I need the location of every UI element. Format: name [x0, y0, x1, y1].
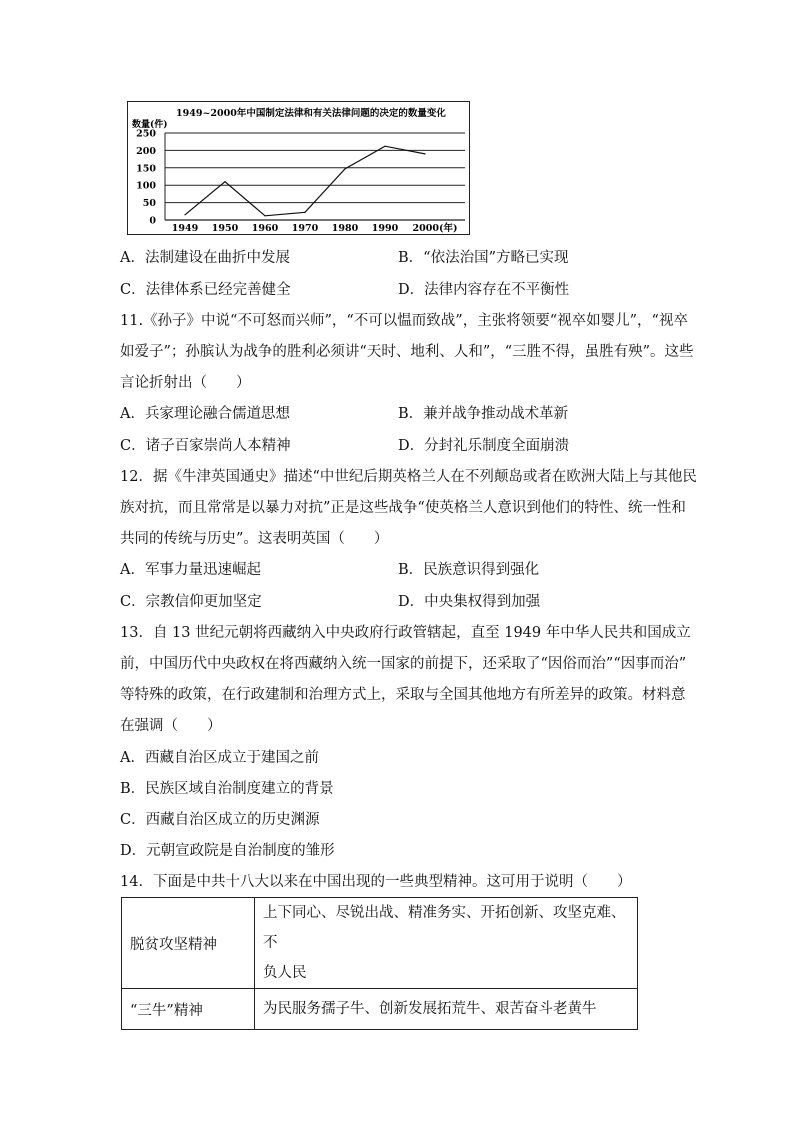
chart-x-tick-label: 1950: [211, 223, 239, 233]
chart-x-tick-label: 1970: [291, 223, 319, 233]
chart-data-point: [304, 212, 305, 213]
chart-y-tick-label: 200: [136, 145, 156, 157]
chart-data-point: [224, 181, 225, 182]
table-cell-spirit-content: [255, 898, 638, 989]
chart-y-tick-label: 150: [136, 163, 156, 175]
table-row: [122, 989, 638, 1030]
chart-y-ticks: [136, 129, 156, 227]
q11-stem-line-1: 11.《孙子》中说“不可怒而兴师”，“不可以愠而致战”，主张将领要“视卒如婴儿”，“视卒: [120, 313, 688, 329]
q12-option-c[interactable]: C．宗教信仰更加坚定: [120, 594, 262, 610]
q14-stem: 14．下面是中共十八大以来在中国出现的一些典型精神。这可用于说明（ ）: [120, 874, 632, 890]
q11-option-a[interactable]: A．兵家理论融合儒道思想: [120, 406, 290, 422]
chart-x-tick-label: 1949: [171, 223, 199, 233]
chart-gridlines: [165, 133, 465, 220]
content-line: 负人民: [263, 965, 307, 981]
chart-x-tick-label: 2000(年): [412, 223, 458, 233]
chart-data-point: [264, 215, 265, 216]
q12-stem-line-2: 族对抗，而且常常是以暴力对抗”正是这些战争“使英格兰人意识到他们的特性、统一性和: [120, 500, 686, 516]
q13-stem-line-1: 13．自 13 世纪元朝将西藏纳入中央政府行政管辖起，直至 1949 年中华人民共和国成立: [120, 625, 691, 641]
chart-canvas: [128, 102, 468, 233]
chart-data-point: [184, 214, 185, 215]
chart-data-point: [344, 168, 345, 169]
table-cell-spirit-name: 脱贫攻坚精神: [122, 898, 255, 989]
q10-option-a[interactable]: A．法制建设在曲折中发展: [120, 250, 290, 266]
q12-option-a[interactable]: A．军事力量迅速崛起: [120, 562, 261, 578]
q10-option-b[interactable]: B．“依法治国”方略已实现: [398, 250, 569, 266]
q13-stem-line-3: 等特殊的政策，在行政建制和治理方式上，采取与全国其他地方有所差异的政策。材料意: [120, 687, 686, 703]
q13-stem-line-4: 在强调（ ）: [120, 718, 222, 734]
chart-series: [184, 146, 425, 217]
chart-data-point: [424, 153, 425, 154]
chart-title: 1949~2000年中国制定法律和有关法律问题的决定的数量变化: [176, 108, 446, 119]
q11-stem-line-2: 如爱子”；孙膑认为战争的胜利必须讲“天时、地利、人和”，“三胜不得，虽胜有殃”。这些: [120, 344, 694, 360]
chart-x-tick-label: 1990: [371, 223, 399, 233]
chart-x-ticks: [172, 222, 458, 233]
q13-option-c[interactable]: C．西藏自治区成立的历史渊源: [120, 812, 320, 828]
q13-stem-line-2: 前，中国历代中央政权在将西藏纳入统一国家的前提下，还采取了“因俗而治”“因事而治”: [120, 656, 687, 672]
chart-y-tick-label: 250: [136, 128, 156, 140]
content-line: 上下同心、尽锐出战、精准务实、开拓创新、攻坚克难、不: [263, 905, 626, 951]
q12-option-b[interactable]: B．民族意识得到强化: [398, 562, 540, 578]
q10-option-c[interactable]: C．法律体系已经完善健全: [120, 282, 291, 298]
content-line: 为民服务孺子牛、创新发展拓荒牛、艰苦奋斗老黄牛: [263, 1001, 597, 1017]
q12-stem-line-3: 共同的传统与历史”。这表明英国（ ）: [120, 531, 389, 547]
law-count-line-chart: [127, 101, 470, 235]
q11-stem-line-3: 言论折射出（ ）: [120, 375, 251, 391]
q11-option-b[interactable]: B．兼并战争推动战术革新: [398, 406, 569, 422]
chart-y-tick-label: 100: [136, 180, 156, 192]
chart-y-axis-label: 数量(件): [132, 120, 168, 130]
chart-x-tick-label: 1960: [251, 223, 279, 233]
q10-option-d[interactable]: D．法律内容存在不平衡性: [398, 282, 570, 298]
q13-option-a[interactable]: A．西藏自治区成立于建国之前: [120, 750, 319, 766]
table-cell-spirit-name: “三牛”精神: [122, 989, 255, 1030]
q13-option-b[interactable]: B．民族区域自治制度建立的背景: [120, 781, 334, 797]
q12-option-d[interactable]: D．中央集权得到加强: [398, 594, 541, 610]
q11-option-c[interactable]: C．诸子百家崇尚人本精神: [120, 438, 291, 454]
q12-stem-line-1: 12．据《牛津英国通史》描述“中世纪后期英格兰人在不列颠岛或者在欧洲大陆上与其他民: [120, 469, 697, 485]
table-row: [122, 898, 638, 989]
table-cell-spirit-content: [255, 989, 638, 1030]
chart-x-tick-label: 1980: [331, 223, 359, 233]
chart-y-tick-label: 0: [149, 215, 156, 227]
chart-series-line: [185, 146, 425, 216]
chart-data-point: [384, 146, 385, 147]
q13-option-d[interactable]: D．元朝宣政院是自治制度的雏形: [120, 843, 335, 859]
chart-y-tick-label: 50: [142, 198, 156, 210]
q14-spirit-table: [121, 897, 638, 1030]
q11-option-d[interactable]: D．分封礼乐制度全面崩溃: [398, 438, 570, 454]
